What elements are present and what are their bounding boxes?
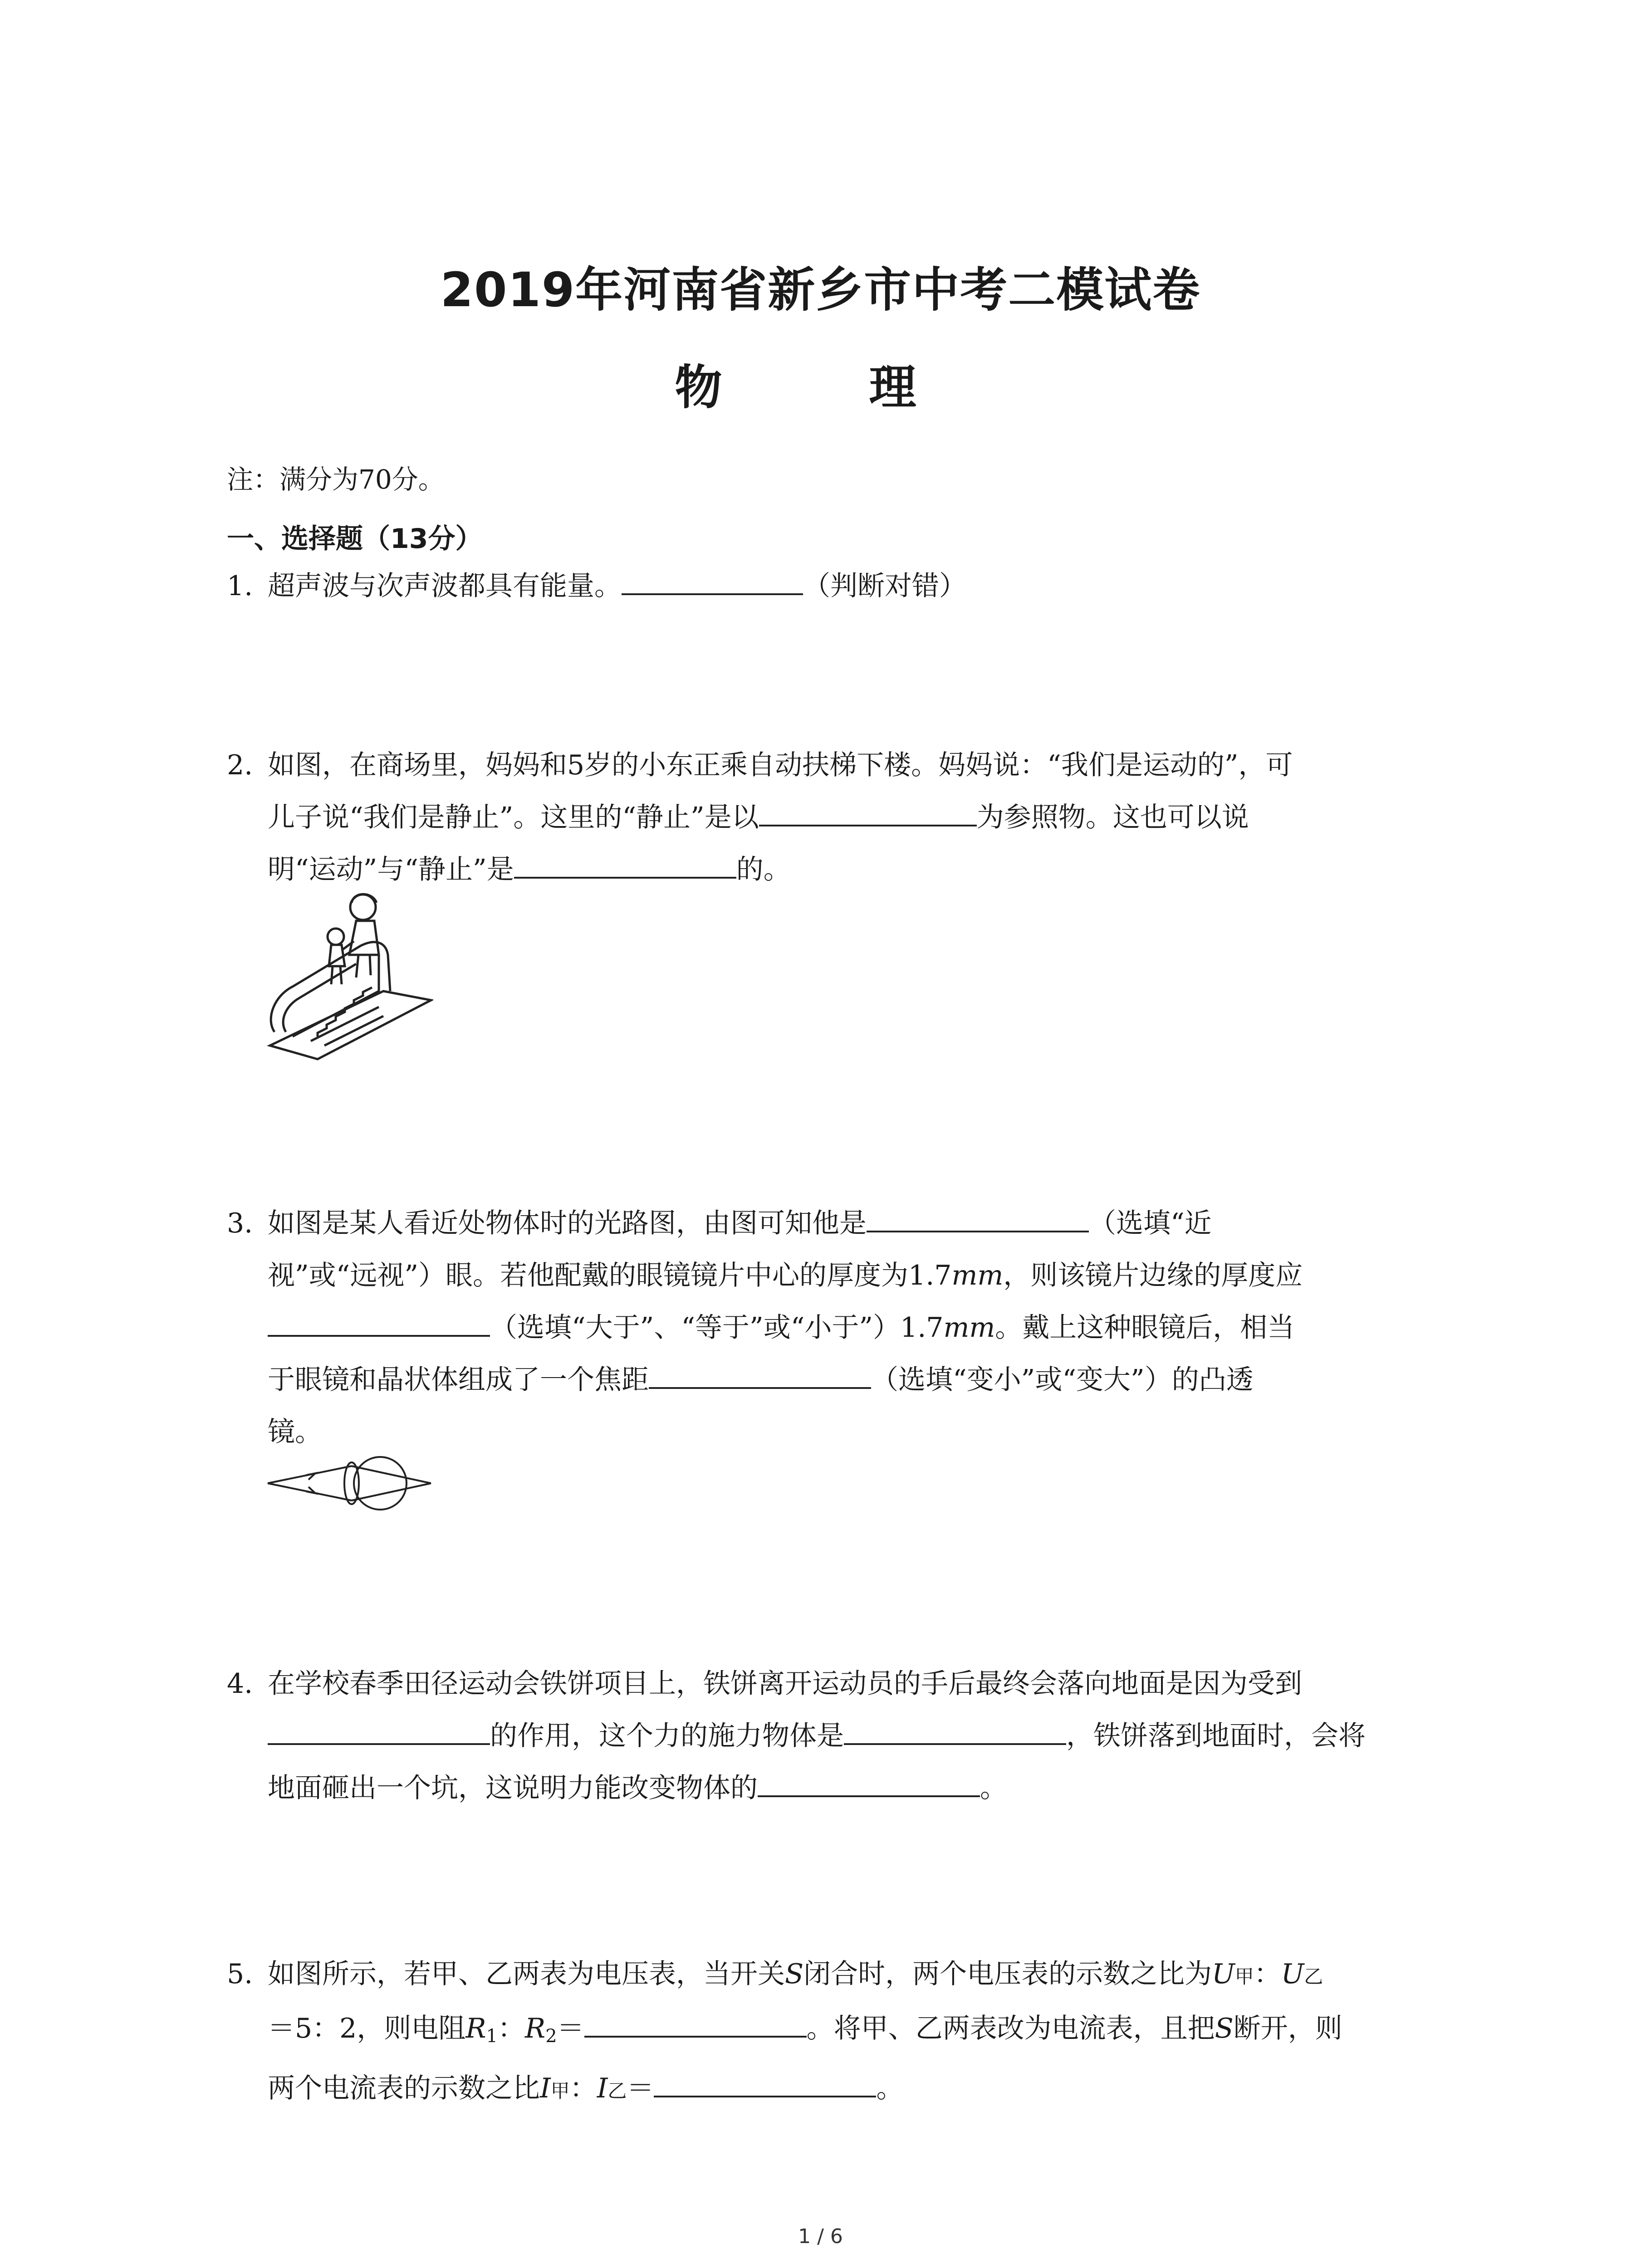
answer-blank[interactable] (654, 2068, 876, 2097)
subscript: 2 (545, 2026, 557, 2047)
answer-blank[interactable] (514, 850, 736, 879)
question-text: 于眼镜和晶状体组成了一个焦距 (268, 1364, 649, 1396)
question-text: 两个电流表的示数之比 (268, 2072, 540, 2104)
subject-title: 物 理 (675, 360, 966, 415)
question-text: ＝5：2，则电阻 (268, 2013, 466, 2044)
question-text: （选填“大于”、“等于”或“小于”）1.7 (490, 1312, 944, 1344)
subscript: 乙 (1304, 1965, 1323, 1988)
answer-blank[interactable] (268, 1716, 490, 1745)
question-text: 。 (980, 1772, 1007, 1804)
question-text: ： (1254, 1958, 1281, 1990)
question-text: 儿子说“我们是静止”。这里的“静止”是以 (268, 802, 759, 833)
question-text: 如图所示，若甲、乙两表为电压表，当开关 (268, 1958, 785, 1990)
question-text: 为参照物。这也可以说 (976, 802, 1249, 833)
question-text: 。戴上这种眼镜后，相当 (995, 1312, 1295, 1344)
answer-blank[interactable] (649, 1360, 871, 1389)
question-text: （选填“近 (1089, 1207, 1212, 1239)
question-text: ，铁饼落到地面时，会将 (1066, 1720, 1366, 1752)
question-text: 视”或“远视”）眼。若他配戴的眼镜镜片中心的厚度为1.7 (268, 1260, 952, 1291)
question-2 (227, 739, 1452, 896)
page-number: 1 / 6 (798, 2225, 843, 2248)
question-4 (227, 1658, 1452, 1814)
resistance-symbol: R (465, 2013, 486, 2044)
score-note: 注：满分为70分。 (227, 464, 445, 495)
section-heading: 一、选择题（13分） (227, 523, 483, 555)
voltage-symbol: U (1212, 1958, 1235, 1990)
question-text: 在学校春季田径运动会铁饼项目上，铁饼离开运动员的手后最终会落向地面是因为受到 (268, 1668, 1302, 1700)
question-text: 。将甲、乙两表改为电流表，且把 (806, 2013, 1215, 2044)
question-text: 地面砸出一个坑，这说明力能改变物体的 (268, 1772, 758, 1804)
unit-mm: mm (951, 1260, 1004, 1291)
switch-symbol: S (785, 1958, 804, 1990)
question-text: 超声波与次声波都具有能量。 (268, 570, 622, 602)
question-text: 如图，在商场里，妈妈和5岁的小东正乘自动扶梯下楼。妈妈说：“我们是运动的”，可 (268, 749, 1293, 781)
voltage-symbol: U (1281, 1958, 1304, 1990)
question-text: 闭合时，两个电压表的示数之比为 (803, 1958, 1212, 1990)
answer-blank[interactable] (867, 1203, 1089, 1232)
question-text: 断开，则 (1233, 2013, 1342, 2044)
switch-symbol: S (1215, 2013, 1234, 2044)
question-text: 。 (876, 2072, 904, 2104)
question-text: ＝ (627, 2072, 654, 2104)
question-text: （选填“变小”或“变大”）的凸透 (871, 1364, 1254, 1396)
current-symbol: I (597, 2072, 608, 2104)
answer-blank[interactable] (584, 2009, 807, 2038)
answer-blank[interactable] (268, 1308, 490, 1337)
question-text: 如图是某人看近处物体时的光路图，由图可知他是 (268, 1207, 867, 1239)
resistance-symbol: R (525, 2013, 546, 2044)
question-text: 的。 (736, 854, 791, 885)
question-number: 5. (227, 1958, 253, 1990)
question-1 (227, 560, 1452, 612)
question-5 (227, 1948, 1452, 2117)
question-text: ＝ (557, 2013, 584, 2044)
question-text: ，则该镜片边缘的厚度应 (1003, 1260, 1303, 1291)
subscript: 1 (486, 2026, 498, 2047)
answer-blank[interactable] (758, 1768, 980, 1797)
current-symbol: I (540, 2072, 551, 2104)
subscript: 甲 (1234, 1965, 1254, 1988)
question-text: ： (569, 2072, 597, 2104)
answer-blank[interactable] (759, 797, 977, 826)
question-text: （判断对错） (803, 570, 966, 602)
unit-mm: mm (943, 1312, 995, 1344)
eye-light-path-figure (263, 1452, 436, 1520)
question-number: 1. (227, 570, 253, 602)
subscript: 甲 (550, 2080, 570, 2102)
question-text: 镜。 (268, 1416, 322, 1448)
question-text: 的作用，这个力的施力物体是 (490, 1720, 844, 1752)
exam-title: 2019年河南省新乡市中考二模试卷 (440, 262, 1201, 318)
question-text: 明“运动”与“静止”是 (268, 854, 514, 885)
question-number: 3. (227, 1207, 253, 1239)
subscript: 乙 (607, 2080, 627, 2102)
question-3 (227, 1198, 1452, 1458)
answer-blank[interactable] (622, 566, 803, 595)
question-number: 4. (227, 1668, 253, 1700)
answer-blank[interactable] (844, 1716, 1066, 1745)
question-text: ： (498, 2013, 525, 2044)
question-number: 2. (227, 749, 253, 781)
escalator-figure (265, 887, 433, 1064)
